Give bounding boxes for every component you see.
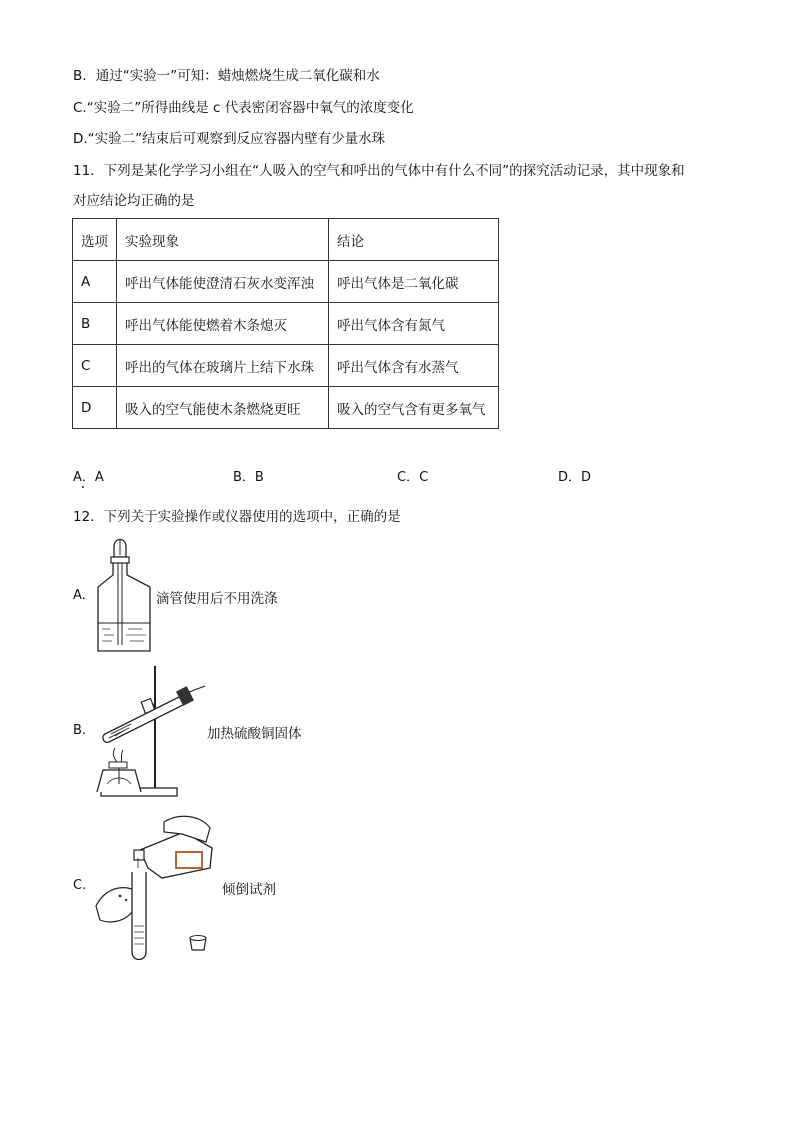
- answer-option-a: A．A: [73, 470, 104, 485]
- question-11-stem: 11．下列是某化学学习小组在“人吸入的空气和呼出的气体中有什么不同”的探究活动记录，其中现象和: [73, 163, 685, 179]
- table-cell: 呼出气体能使澄清石灰水变浑浊: [117, 261, 329, 303]
- table-cell: A: [73, 261, 117, 303]
- table-cell: 呼出气体含有氮气: [329, 303, 499, 345]
- table-row: [73, 261, 499, 303]
- option-c-text: C.“实验二”所得曲线是 c 代表密闭容器中氧气的浓度变化: [73, 100, 414, 116]
- table-cell: C: [73, 345, 117, 387]
- table-cell: 呼出气体能使燃着木条熄灭: [117, 303, 329, 345]
- table-row: [73, 345, 499, 387]
- question-11-table: [72, 218, 499, 429]
- q12-option-b-label: B.: [73, 723, 87, 738]
- table-cell: B: [73, 303, 117, 345]
- pouring-reagent-figure: [92, 812, 222, 962]
- stray-mark: [82, 486, 84, 488]
- q12-option-a-caption: 滴管使用后不用洗涤: [156, 591, 278, 607]
- question-11-stem-continued: 对应结论均正确的是: [73, 193, 195, 209]
- table-cell: 吸入的空气含有更多氧气: [329, 387, 499, 429]
- header-conclusion: 结论: [329, 219, 499, 261]
- q12-option-c-label: C.: [73, 878, 87, 893]
- answer-option-b: B．B: [233, 470, 264, 485]
- table-cell: 呼出气体含有水蒸气: [329, 345, 499, 387]
- q12-option-c-caption: 倾倒试剂: [222, 882, 276, 898]
- heating-apparatus-figure: [95, 664, 215, 800]
- table-cell: 吸入的空气能使木条燃烧更旺: [117, 387, 329, 429]
- question-12-stem: 12．下列关于实验操作或仪器使用的选项中，正确的是: [73, 509, 401, 525]
- q12-option-a-label: A.: [73, 588, 86, 603]
- table-cell: D: [73, 387, 117, 429]
- header-option: 选项: [73, 219, 117, 261]
- header-phenomenon: 实验现象: [117, 219, 329, 261]
- table-row: [73, 303, 499, 345]
- answer-option-d: D．D: [558, 470, 592, 485]
- answer-option-c: C．C: [397, 470, 429, 485]
- table-header-row: [73, 219, 499, 261]
- table-row: [73, 387, 499, 429]
- dropper-bottle-figure: [92, 535, 156, 655]
- option-b-text: B．通过“实验一”可知：蜡烛燃烧生成二氧化碳和水: [73, 68, 380, 84]
- table-cell: 呼出的气体在玻璃片上结下水珠: [117, 345, 329, 387]
- q12-option-b-caption: 加热硫酸铜固体: [207, 726, 302, 742]
- option-d-text: D.“实验二”结束后可观察到反应容器内壁有少量水珠: [73, 131, 386, 147]
- table-cell: 呼出气体是二氧化碳: [329, 261, 499, 303]
